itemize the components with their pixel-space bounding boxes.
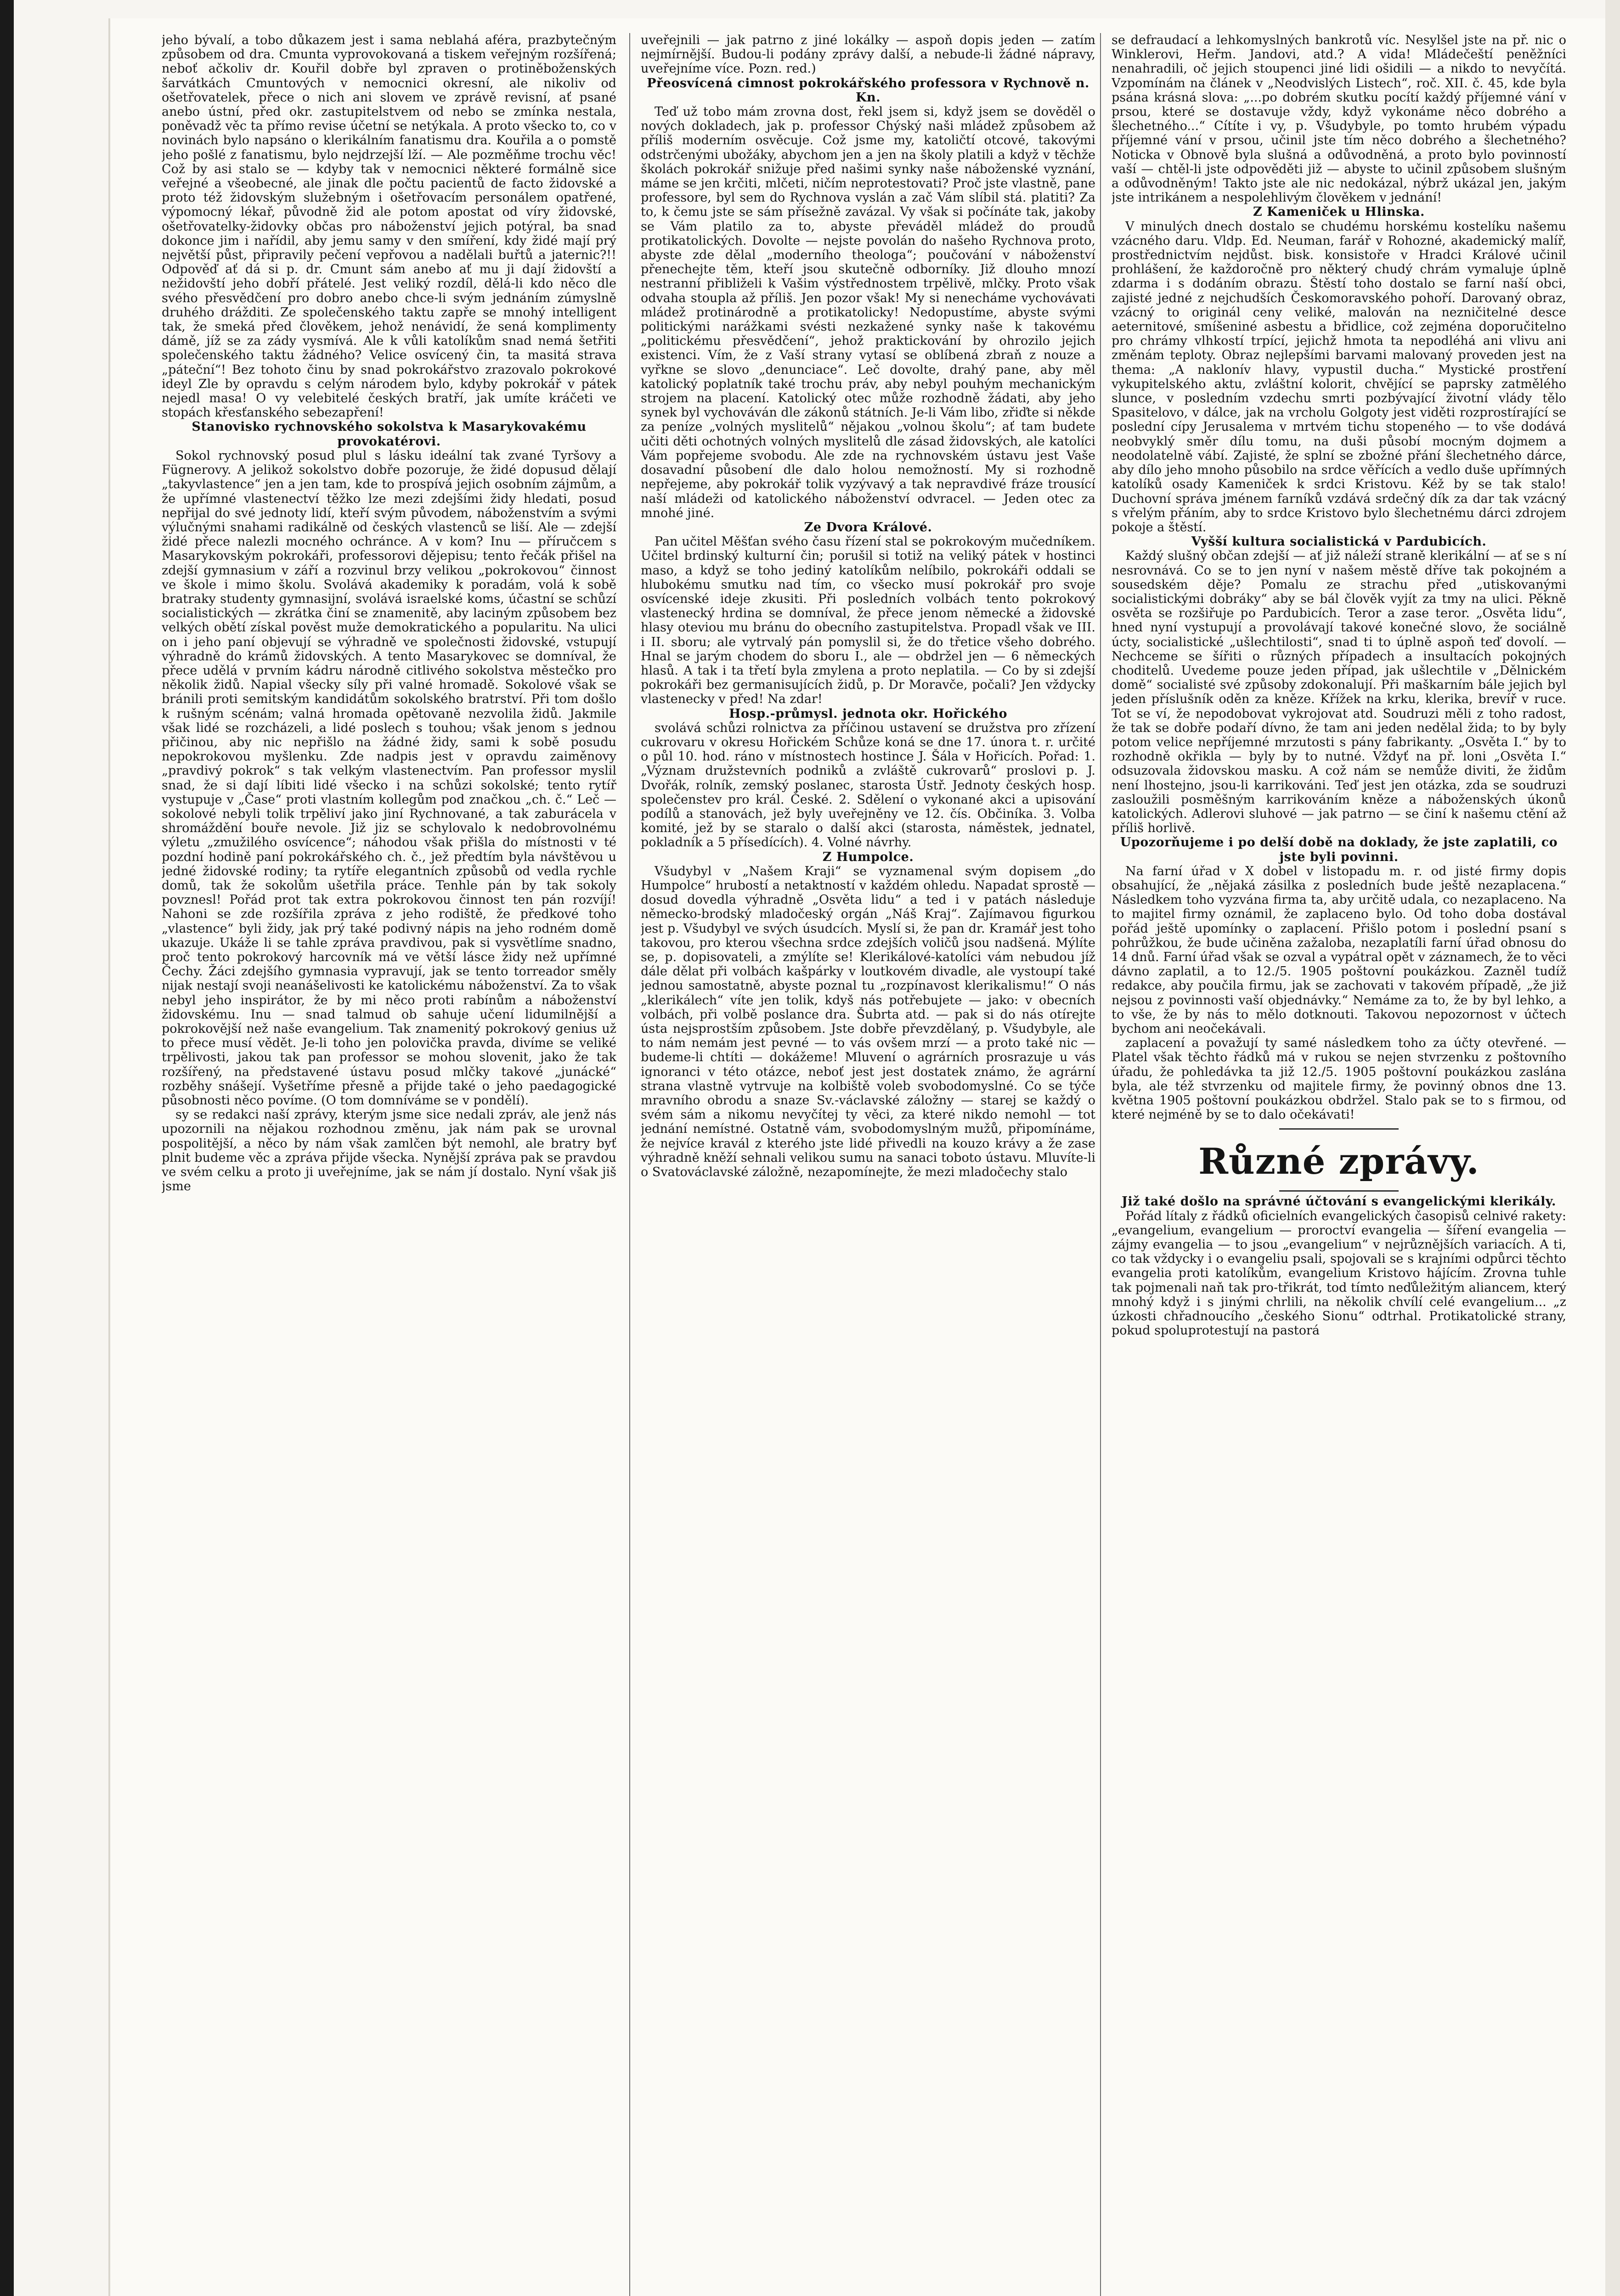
article-humpolec-body: Všudybyl v „Našem Kraji“ se vyznamenal svým dopisem „do Humpolce“ hrubostí a netaktností v každém ohledu. Napadat sprostě — dosud dovedla výhradně „Osvěta lidu“ a ted i v patách následuje německo-brodský mladočeský orgán „Náš Kraj“. Zajímavou figurkou jest p. Všudybyl ve svých úsudcích. Myslí si, že pan dr. Kramář jest toho takovou, pro kterou všechna srdce zdejších voličů jsou nadšená. Mýlíte se, p. dopisovateli, a zmýlíte se! Klerikálové-katolíci vám nebudou jíž dále dělat při volbách kašpárky v loutkovém divadle, ale vystoupí také jednou samostatně, abyste poznal tu „rozpínavost klerikalismu!“ O nás „klerikálech“ víte jen tolik, kdyš nás potřebujete — jako: v obecních volbách, při volbě poslance dra. Šubrta atd. — pak si do nás otírejte ústa nejsprostším způsobem. Jste dobře převzdělaný, p. Všudybyle, ale to nám nemám jest pevné — to vás ovšem mrzí — a proto také nic — budeme-li chtíti — dokážeme! Mluvení o agrárních prosrazuje u vás ignoranci v této otázce, neboť jest jest dostatek známo, že agrární strana vlastně vytrvuje na kolbiště voleb svobodomyslné. Co se týče mravního obrodu a snaze Sv.-václavské záložny — starej se každý o svém sám a nikomu nevyčítej ty věci, za které nikdo nemohl — tot jednání nemístné. Ostatně vám, svobodomyslným mužů, připomínáme, že nejvíce kravál z kterého jste lidé přivedli na kouzo krávy a že zase výhradně kněží sehnali velikou sumu na sanaci toboto ústavu. Mluvíte-li o Svatováclavské záložně, nezapomínejte, že mezi mladočechy stalo [641, 864, 1095, 1180]
article-heading-sokol: Stanovisko rychnovského sokolstva k Masarykovakému provokatérovi. [192, 420, 587, 449]
article-kamenicky-body: V minulých dnech dostalo se chudému horskému kostelíku našemu vzácného daru. Vldp. Ed. Neuman, farář v Rohozné, akademický malíř, prostřednictvím nejdůst. bisk. konsistoře v Hradci Králové učinil prohlášení, že každoročně pro některý chudý chrám vymaluje úplně zdarma i s dodáním obrazu. Štěstí toho dostalo se farní naší obci, zajisté jedné z nejchudších Českomoravského pohoří. Darovaný obraz, vzácný to originál ceny veliké, malován na nezničitelné desce aeternitové, smíšeniné asbestu a břidlice, což zejména doporučitelno pro chrámy vlhkostí trpící, jejichž hmota ta nepodléhá ani vlivu ani změnám teploty. Obraz nejlepšími barvami malovaný proveden jest na thema: „A naklonív hlavy, vypustil ducha.“ Mystické prostření vykupitelského aktu, zvláštní kolorit, chvějící se paprsky zatmělého slunce, v posledním vzdechu smrti pozbývající životní vlády tělo Spasitelovo, v dálce, jak na vrcholu Golgoty jest viděti rozprostírající se poslední cípy Jerusalema v mrtvém tichu stopeného — to vše dodává neobvyklý směr dílu tomu, na duši působí mocným dojmem a neodolatelně vábí. Zajisté, že splní se zbožné přání šlechetného dárce, aby dílo jeho mnoho působilo na srdce věřících a vedlo duše upřímných katolíků osady Kameniček k srdci Kristovu. Kéž by se tak stalo! Duchovní správa jménem farníků vzdává srdečný dík za dar tak vzácný s vřelým přáním, aby to srdce Kristovo bylo šlechetnému dárci zdrojem pokoje a štěstí. [1112, 219, 1566, 535]
article-heading-professor: Přeosvícená cimnost pokrokářského professora v Rychnově n. Kn. [647, 76, 1089, 105]
article-horice-body: svolává schůzi rolnictva za příčinou ustavení se družstva pro zřízení cukrovaru v okresu Hořickém Schůze koná se dne 17. února t. r. určité o půl 10. hod. ráno v místnostech hostince J. Šála v Hořicích. Pořad: 1. „Význam družstevních podniků a zvláště cukrovarů“ proslovi p. J. Dvořák, rolník, zemský poslanec, starosta Ústř. Jednoty českých hosp. společenstev pro král. České. 2. Sdělení o vykonané akci a upisování podílů a stanovách, jež byly uveřejněny ve 12. čís. Občiníka. 3. Volba komité, jež by se staralo o další akci (starosta, náměstek, jednatel, pokladník a 5 přísedících). 4. Volné návrhy. [641, 720, 1095, 850]
article-heading-evangelici: Již také došlo na správné účtování s evangelickými klerikály. [1122, 1194, 1556, 1209]
article-professor-body: Teď už tobo mám zrovna dost, řekl jsem si, když jsem se dověděl o nových dokladech, jak p. professor Chýský naši mládež způsobem až příliš moderním osvěcuje. Což jsme my, katoličtí otcové, takovými odstrčenými ubožáky, abychom jen a jen na školy platili a když v těchže školách pokrokář snižuje před našimi synky naše náboženské vyznání, máme se jen krčiti, mlčeti, ničím neprotestovati? Proč jste vlastně, pane professore, byl sem do Rychnova vyslán a zač Vám slíbil stá. platiti? Za to, k čemu jste se sám přísežně zavázal. Vy však si počínáte tak, jakoby se Vám platilo za to, abyste převáděl mládež do proudů protikatolických. Dovolte — nejste povolán do našeho Rychnova proto, abyste zde dělal „moderního theologa“; poučování v náboženství přenechejte těm, kteří jsou skutečně odborníky. Již dlouho mnozí nestranní přibliželi k Vašim výstřednostem trpělivě, mlčky. Proto však odvaha stoupla až příliš. Jen pozor však! My si nenecháme vychovávati mládež protinárodně a protikatolicky! Nedopustíme, abyste svými politickými narážkami svésti nezkažené synky naše k takovému „politickému přesvědčení“, jehož praktickování by ohrozilo jejich existenci. Vím, že z Vaší strany vytasí se oblíbená zbraň z nouze a vyřkne se slovo „denunciace“. Leč dovolte, drahý pane, aby měl katolický poplatník také trochu práv, aby nebyl pouhým mechanickým strojem na placení. Katolický otec může rozhodně žádati, aby jeho synek byl vychováván dle zákonů státních. Je-li Vám libo, zřiďte si někde za peníze „volných myslitelů“ nějakou „volnou školu“; ať tam budete učiti děti ochotných volných myslitelů dle zásad židovských, ale katolíci Vám popřejeme svobodu. Ale zde na rychnovském ústavu jest Vaše dosavadní působení dle dalo holou nemožností. My si rozhodně nepřejeme, aby pokrokář tolik vyzývavý a tak nepravdivé fráze trousící naší mládeži od katolického náboženství odvracel. — Jeden otec za mnohé jiné. [641, 105, 1095, 520]
article-heading-pardubice: Vyšší kultura socialistická v Pardubicích. [1191, 535, 1487, 549]
column-1 [162, 33, 616, 2296]
article-sokol-note: sy se redakci naší zprávy, kterým jsme sice nedali zpráv, ale jenž nás upozornili na nějakou rozhodnou změnu, jak nám pak se urovnal pospolitější, a něco by nám však zamlčen být nemohl, ale bratry byť plnit budeme věc a zpráva přijde všecka. Nynější zpráva pak se pravdou ve svém celku a proto ji uveřejníme, jak se nám jí dostalo. Nyní však jiš jsme [162, 1108, 616, 1194]
article-heading-dvur-kralove: Ze Dvora Králové. [804, 520, 932, 535]
section-heading-ruzne-zpravy: Různé zprávy. [1198, 1141, 1479, 1183]
scan-edge-dark [0, 0, 14, 2296]
article-heading-humpolec: Z Humpolce. [822, 850, 914, 864]
article-doklady-body: Na farní úřad v X dobel v listopadu m. r. od jisté firmy dopis obsahující, že „nějaká zásilka z posledních bude ještě nezaplacena.“ Následkem toho vyzvána firma ta, aby určitě udala, co nezaplaceno. Na to majitel firmy oznámil, že zaplaceno bylo. Od toho doba dostával pořád ještě upomínky o zaplacení. Přišlo potom i poslední psaní s pohrůžkou, že bude učiněna zažaloba, nezaplatíli farní úřad obnosu do 14 dnů. Farní úřad však se ozval a vypátral opět v záznamech, že to věci dávno zaplatil, a to 12./5. 1905 poštovní poukázkou. Zazněl tudíž redakce, aby poučila firmu, jak se zachovati v takovém případě, „že již nejsou z povinnosti vaší objednávky.“ Nemáme za to, že by byl lehko, a to vše, že by nás to mělo dotknouti. Takovou nepozornost v účtech bychom ani neočekávali. [1112, 864, 1566, 1036]
article-dvur-kralove-body: Pan učitel Měšťan svého času řízení stal se pokrokovým mučedníkem. Učitel brdinský kulturní čin; porušil si totiž na veliký pátek v hostinci maso, a když se toho jediný katolíkům nelíbilo, pokrokáři oddali se hlubokému smutku nad tím, co všecko musí pokrokář pro svoje osvícenské ideje zkusiti. Při posledních volbách tento pokrokový vlastenecký hrdina se domníval, že přece jenom německé a židovské hlasy oteviou mu bránu do obecního zastupitelstva. Propadl však ve III. i II. sboru; ale vytrvalý pán pomyslil si, že do třetice všeho dobrého. Hnal se jarým chodem do sboru I., ale — obdržel jen — 6 německých hlasů. A tak i ta třetí byla zmylena a proto neplatila. — Co by si zdejší pokrokáři bez germanisujících židů, p. Dr Moravče, počali? Jen vždycky vlastenecky v před! Na zdar! [641, 535, 1095, 707]
article-evangelici-body: Pořád lítaly z řádků oficielních evangelických časopisů celnivé rakety: „evangelium, evangelium — proroctví evangelia — šíření evangelia — zájmy evangelia — to jsou „evangelium“ v nejrůznějších variacích. A ti, co tak vždycky i o evangeliu psali, spojovali se s krajními odpůrci těchto evangelia proti katolíkům, evangelium Kristovo hájícím. Zrovna tuhle tak pojmenali naň tak pro-třikrát, tod tímto neďůležitým aliancem, který mnohý když i s jinými chrlili, na několik chvílí celé evangelium... „z úzkosti chřadnoucího „českého Sionu“ odtrhal. Protikatolické strany, pokud spoluprotestují na pastorá [1112, 1209, 1566, 1338]
scan-edge-right [1605, 0, 1620, 2296]
article-doklady-body-2: zaplacení a považují ty samé následkem toho za účty otevřené. — Platel však těchto řádků má v rukou se nejen stvrzenku z poštovního úřadu, že pohledávka ta již 12./5. 1905 poštovní poukázkou zaslána byla, ale též stvrzenku od majitele firmy, že povinný obnos dne 13. května 1905 poštovní poukázkou obdržel. Stalo pak se to s firmou, od které nejméně by se to dalo očekávati! [1112, 1036, 1566, 1122]
section-rule-bottom [1279, 1190, 1399, 1192]
article-heading-kamenicky: Z Kameniček u Hlinska. [1253, 205, 1425, 219]
article-pardubice-body: Každý slušný občan zdejší — ať již náleží straně klerikální — ať se s ní nesrovnává. Co se to jen nyní v našem městě dříve tak pokojném a sousedském děje? Pomalu ze strachu před „utiskovanými socialistickými dobráky“ aby se bál člověk vyjít za tmy na ulici. Pěkně osvěta se rozšiřuje po Pardubicích. Teror a zase teror. „Osvěta lidu“, hned nyní vystupují a provolávají takové konečné slovo, že sociálně úcty, socialistické „ušlechtilosti“, snad ti to úplně aspoň teď dovolí. — Nechceme se šířiti o různých případech a insultacích pokojných choditelů. Uvedeme pouze jeden případ, jak ušlechtile v „Dělnickém domě“ socialisté své způsoby zdokonalují. Při maškarním bále jejich byl jeden příslušník oděn za kněze. Křížek na krku, klerika, brevíř v ruce. Tot se ví, že nepodobovat vykrojovat atd. Soudruzi měli z toho radost, že tak se dobře podaří dívno, že tam ani jeden nedělal žida; to by byly potom velice nepříjemné mrzutosti s pány fabrikanty. „Osvěta I.“ by to rozhodně okřikla — byly by to nutné. Vždyť na př. loni „Osvěta I.“ odsuzovala židovskou masku. A což nám se nemůže diviti, že židům není lhostejno, jsou-li karrikováni. Teď jest jen otázka, zda se soudruzi zasloužili posměšným karrikováním kněze a náboženských úkonů katolických. Adlerovi sluhové — jak patrno — se činí k našemu ctění až příliš horlivě. [1112, 549, 1566, 836]
article-humpolec-continuation: se defraudací a lehkomyslných bankrotů víc. Nesylšel jste na př. nic o Winklerovi, Heřm. Jandovi, atd.? A vida! Mládečeští peněžníci nenahradili, oč jejich stoupenci jiné lidi ošidili — a nikdo to nevyčítá. Vzpomínám na článek v „Neodvislých Listech“, roč. XII. č. 45, kde byla psána krásná slova: „...po dobrém skutku pocítí každý příjemné vání v prsou, které se dostavuje vždy, když vykonáme něco dobrého a šlechetného...“ Cítíte i vy, p. Všudybyle, po tomto hrubém výpadu příjemné vání v prsou, učinil jste tím něco dobrého a šlechetného? Noticka v Obnově byla slušná a odůvodněná, a proto bylo povinností vaší — chtěl-li jste odpověděti již — abyste to učinil způsobem slušným a odůvodněným! Takto jste ale nic nedokázal, nýbrž ukázal jen, jakým jste intrikánem a nespolehlivým člověkem v jednání! [1112, 33, 1566, 205]
column-divider-1 [629, 33, 630, 2296]
section-rule [1279, 1128, 1399, 1130]
article-continuation: jeho bývalí, a tobo důkazem jest i sama neblahá aféra, prazbytečným způsobem od dra. Cmunta vyprovokovaná a tiskem veřejným rozšířená; neboť ačkoliv dr. Kouřil dobře byl zpraven o protiněboženských šarvátkách Cmuntových v nemocnici okresní, ale nikoliv od ošetřovatelek, přece o nich ani slovem ve zprávě revisní, ať psané anebo ústní, před okr. zastupitelstvem od nebo se zmínka nestala, poněvadž věc ta přímo revise účetní se netýkala. A proto všecko to, co v novinách bylo napsáno o klerikálním fanatismu dra. Kouřila a o pomstě jeho pošlé z fanatismu, bylo nejdrzejší lží. — Ale pozměňme trochu věc! Což by asi stalo se — kdyby tak v nemocnici některé formálně sice veřejné a všeobecné, ale jinak dle počtu pacientů de facto židovské a proto též židovským služebným i ošetřovacím personálem opatřené, výpomocný lékař, původně žid ale potom apostat od víry židovské, ošetřovatelky-židovky občas pro náboženství jejich potýral, ba snad dokonce jim i nařídil, aby jemu samy v den smíření, kdy židé mají prý největší půst, připravily pečení vepřovou a nadělali buřtů a jaternic?!! Odpověď ať dá si p. dr. Cmunt sám anebo ať mu ji dají židovští a nežidovští jeho dobří přátelé. Jest veliký rozdíl, dělá-li kdo něco dle svého přesvědčení pro dobro anebo chce-li svým jednáním zúmyslně druhého drážditi. Ze společenského taktu zapře se mnohý intelligent tak, že smeká před člověkem, jehož nenávidí, že sená komplimenty dámě, jíž se za zády vysmívá. Ale k vůli katolíkům snad nemá šetřiti společenského taktu žádného? Velice osvícený čin, ta masitá strava „páteční“! Bez tohoto činu by snad pokrokářstvo zrazovalo pokrokové ideyl Zle by opravdu s celým národem bylo, kdyby pokrokář v pátek nejedl masa! O vy velebitelé českých bratří, jak umíte kráčeti ve stopách křesťanského sebezapření! [162, 33, 616, 420]
article-heading-doklady: Upozorňujeme i po delší době na doklady, že jste zaplatili, co jste byli povinni. [1120, 835, 1558, 864]
editorial-note: uveřejnili — jak patrno z jiné lokálky — aspoň dopis jeden — zatím nejmírnější. Budou-li podány zprávy další, a nebude-li žádné nápravy, uveřejníme více. Pozn. red.) [641, 33, 1095, 76]
article-heading-horice: Hosp.-průmysl. jednota okr. Hořického [728, 706, 1007, 721]
column-3 [1112, 33, 1566, 2296]
column-2 [641, 33, 1095, 2296]
column-divider-2 [1100, 33, 1101, 2296]
article-sokol-body: Sokol rychnovský posud plul s lásku ideální tak zvané Tyršovy a Fügnerovy. A jelikož sokolstvo dobře pozoruje, že židé dopusud dělají „takyvlastence“ jen a jen tam, kde to prospívá jejich osobním zájmům, a že upřímné vlastenectví těžko lze mezi zdejšími židy hledati, posud nepřijal do své jednoty lidí, kteří svým původem, náboženstvím a svými výlučnými snahami radikálně od českých vlastenců se liší. Ale — zdejší židé přece nalezli mocného ochránce. A v kom? Inu — příručcem s Masarykovským pokrokáři, professorovi dějepisu; tento řečák přišel na zdejší gymnasium v září a rozvinul brzy velikou „pokrokovou“ činnost ve škole i mimo školu. Svolává akademiky k poradám, volá k sobě bratraky studenty gymnasijní, svolává israelské koms, účastní se schůzí socialistických — zkrátka činí se znamenitě, aby laciným způsobem bez velkých obětí získal pověst muže demokratického a popularitu. Na ulici on i jeho paní objevují se výhradně ve společnosti židovské, vstupují výhradně do krámů židovských. A tento Masarykovec se domníval, že přece udělá v prvním kádru národně citlivého sokolstva městečko pro několik židů. Napial všecky síly při valné hromadě. Sokolové však se bránili proti semitským kandidátům sokolského bratrství. Při tom došlo k rušným scénám; valná hromada opětovaně nezvolila židů. Jakmile však lidé se rozcházeli, a lidé poslech s touhou; však jenom s jednou přičinou, aby nic nepřišlo na žádné židy, sami k sobě posudu nepokrokovou myšlenku. Zde nadpis jest v opravdu zaiměnovy „pravdivý pokrok“ s tak velkým vlastenectvím. Pan professor myslil snad, že si dají líbiti lidé všecko i na schůzi sokolské; tento rytíř vystupuje v „Čase“ proti vlastním kollegům pod značkou „ch. č.“ Leč — sokolové nebyli tolik trpěliví jako jiní Rychnované, a tak zaburácela v shromáždění bouře nevole. Již jiz se schylovalo k nedobrovolnému výletu „zmužilého osvícence“; náhodou však přišla do místnosti v té pozdní hodině paní pokrokářského ch. č., jež předtím byla návštěvou u jedné židovské rodiny; ta rytíře elegantních způsobů od vedla rychle domů, tak že sokolům ušetřila práce. Tenhle pán by tak sokoly povznesl! Pořád prot tak extra pokrokovou činnost ten pán rozvíjí! Nahoni se zde rozšířila zpráva z jeho rodiště, že předkové toho „vlastence“ byli židy, jak prý také podivný nápis na jeho rodném domě ukazuje. Ukáže li se tahle zpráva pravdivou, pak si vysvětlíme snadno, proč tento pokrokový harcovník má ve větší lásce židy než upřímné Čechy. Žáci zdejšího gymnasia vypravují, jak se tento torreador směly nijak nestají svoji neanášelivosti ke katolickému náboženství. Za to však nebyl jeho inspirátor, že by mi něco proti rabínům a náboženství židovskému. Inu — snad talmud ob sahuje učení lidumilnější a pokrokovější než naše evangelium. Tak znamenitý pokrokový genius už to přece musí vědět. Je-li toho jen polovička pravda, divíme se veliké trpělivosti, jakou tak pan professor se mohou slovenit, jako že tak rozšířený, na představené ústavu posud mlčky takové „junácké“ rozběhy snášejí. Vyšetříme přesně a přijde také o jeho paedagogické působnosti něco povíme. (O tom domníváme se v pondělí). [162, 448, 616, 1108]
